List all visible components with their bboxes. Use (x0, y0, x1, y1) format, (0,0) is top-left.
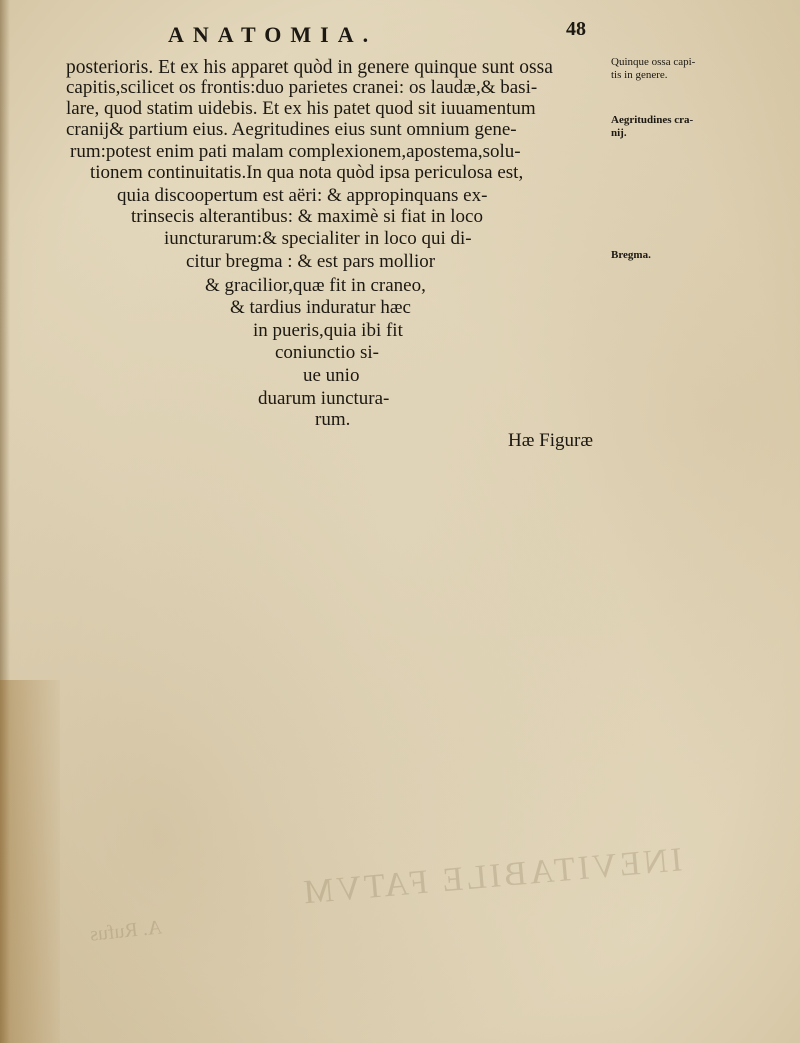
body-line-3: lare, quod statim uidebis. Et ex his patet quod sit iuuamentum (66, 98, 536, 119)
body-line-11: & gracilior,quæ fit in craneo, (205, 275, 426, 296)
body-line-2: capitis,scilicet os frontis:duo parietes cranei: os laudæ,& basi- (66, 77, 538, 98)
figure-caption: Hæ Figuræ (508, 430, 593, 451)
body-line-1: posterioris. Et ex his apparet quòd in genere quinque sunt ossa (66, 57, 553, 78)
body-line-10: citur bregma : & est pars mollior (186, 251, 436, 272)
show-through-text: INEVITABILE FATVM (299, 841, 684, 912)
body-line-13: in pueris,quia ibi fit (253, 320, 403, 341)
running-header: ANATOMIA. (168, 22, 378, 47)
body-line-9: iuncturarum:& specialiter in loco qui di- (164, 228, 472, 249)
body-line-12: & tardius induratur hæc (230, 297, 411, 318)
page-number: 48 (566, 18, 586, 40)
body-line-6: tionem continuitatis.In qua nota quòd ipsa periculosa est, (90, 162, 524, 183)
page-stain (0, 680, 60, 1043)
body-line-17: rum. (315, 409, 351, 430)
show-through-signature: A. Rufus (88, 916, 164, 946)
margin-note-3: Bregma. (611, 249, 651, 261)
margin-note-1-line-1: Quinque ossa capi- (611, 56, 696, 68)
body-line-8: trinsecis alterantibus: & maximè si fiat in loco (131, 206, 483, 227)
margin-note-1-line-2: tis in genere. (611, 69, 668, 81)
margin-note-2-line-1: Aegritudines cra- (611, 114, 694, 126)
body-line-15: ue unio (303, 365, 360, 386)
margin-note-2-line-2: nij. (611, 127, 627, 139)
body-line-5: rum:potest enim pati malam complexionem,apostema,solu- (70, 141, 521, 162)
body-line-14: coniunctio si- (275, 342, 379, 363)
body-line-4: cranij& partium eius. Aegritudines eius sunt omnium gene- (66, 119, 517, 140)
body-line-7: quia discoopertum est aëri: & appropinquans ex- (117, 185, 488, 206)
body-line-16: duarum iunctura- (258, 388, 390, 409)
